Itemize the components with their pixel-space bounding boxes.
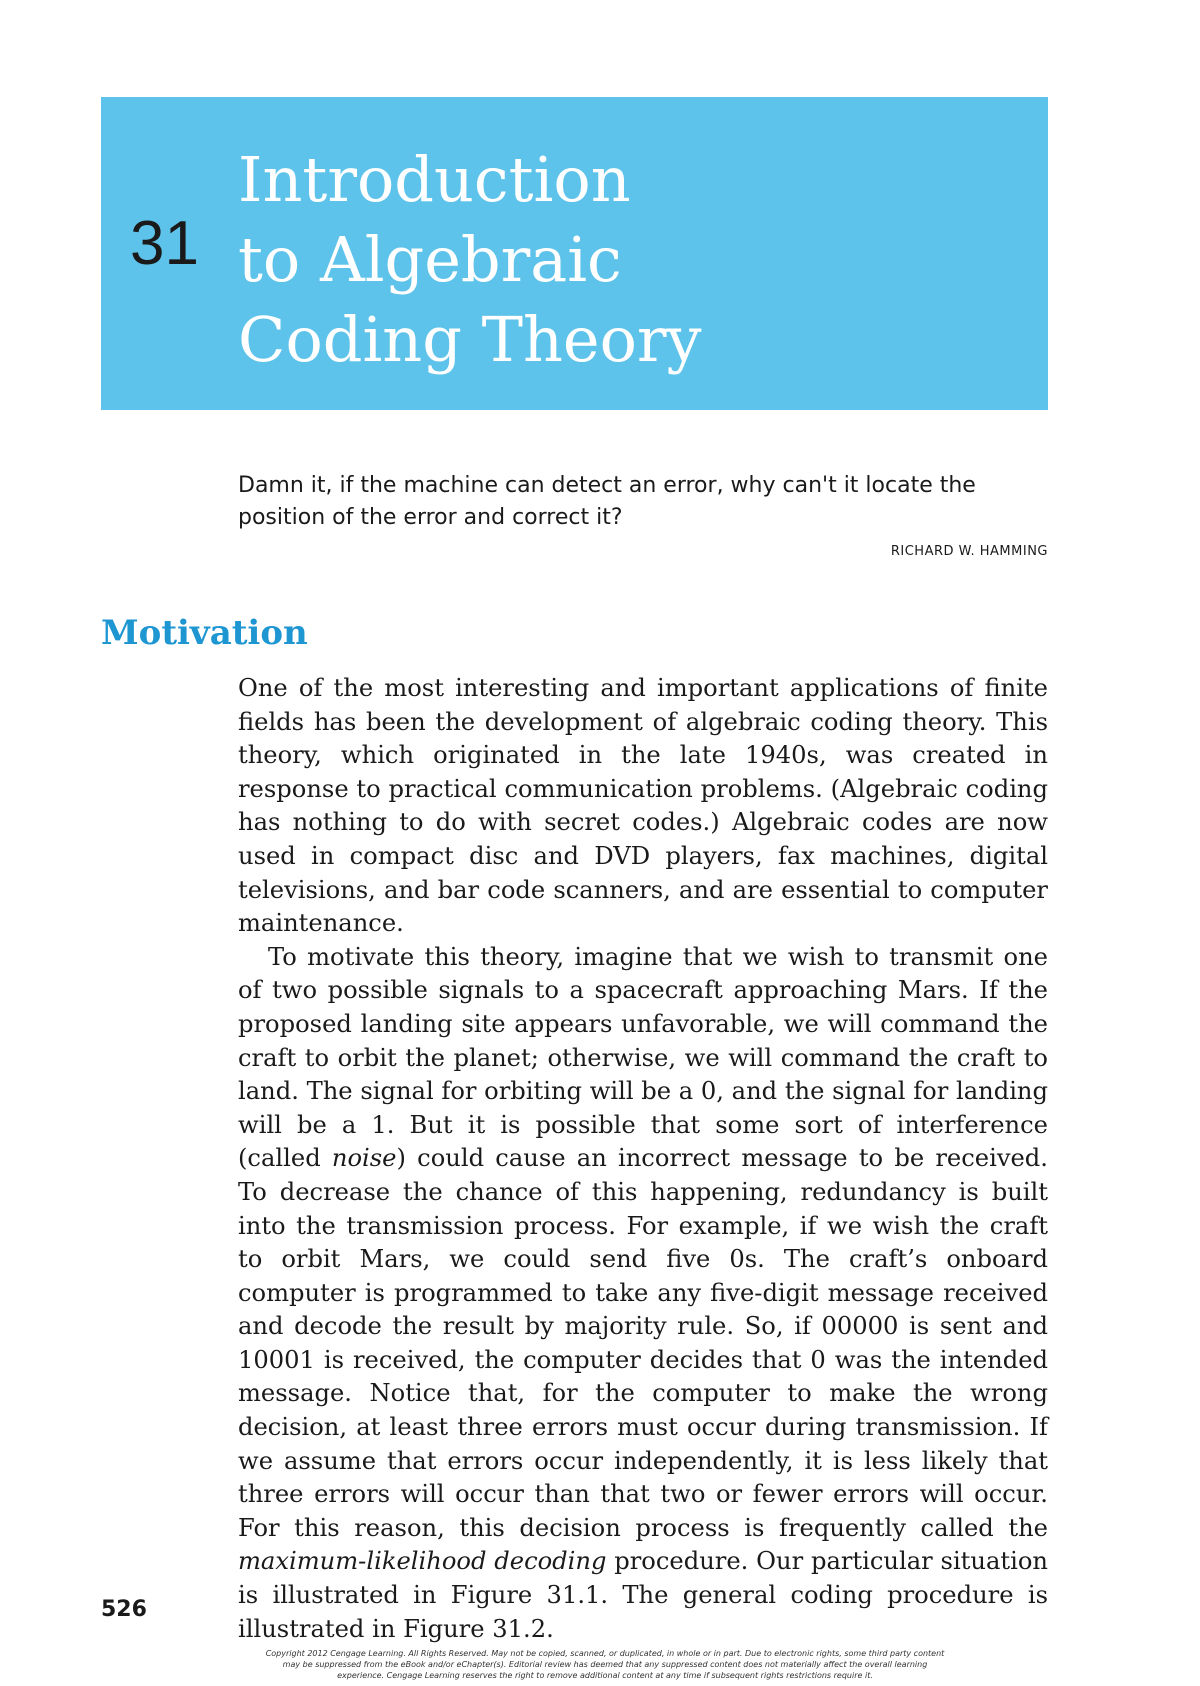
body-text <box>238 672 1048 1646</box>
epigraph-quote: Damn it, if the machine can detect an error, why can't it locate the position of the error and correct it? <box>238 473 976 530</box>
page-number: 526 <box>101 1597 147 1622</box>
emphasis: noise <box>331 1144 397 1173</box>
chapter-title <box>238 140 1018 380</box>
chapter-title-line: to Algebraic <box>238 223 622 296</box>
paragraph: One of the most interesting and important applications of finite fields has been the development of algebraic coding theory. This theory, which originated in the late 1940s, was created in response to practical communication problems. (Algebraic coding has nothing to do with secret codes.) Algebraic codes are now used in compact disc and DVD players, fax machines, digital televisions, and bar code scanners, and are essential to computer maintenance. <box>238 674 1048 938</box>
section-heading: Motivation <box>101 613 308 653</box>
paragraph: To motivate this theory, imagine that we wish to transmit one of two possible signals to a spacecraft approaching Mars. If the proposed landing site appears unfavorable, we will command the craft to orbit the planet; otherwise, we will command the craft to land. The signal for orbiting will be a 0, and the signal for landing will be a 1. But it is possible that some sort of interference (called noise) could cause an incorrect message to be received. To decrease the chance of this happening, redundancy is built into the transmission process. For example, if we wish the craft to orbit Mars, we could send five 0s. The craft’s onboard computer is programmed to take any five-digit message received and decode the result by majority rule. So, if 00000 is sent and 10001 is received, the computer decides that 0 was the intended message. Notice that, for the computer to make the wrong decision, at least three errors must occur during transmission. If we assume that errors occur independently, it is less likely that three errors will occur than that two or fewer errors will occur. For this reason, this decision process is frequently called the maximum-likelihood decoding procedure. Our particular situation is illustrated in Figure 31.1. The general coding procedure is illustrated in Figure 31.2. <box>238 942 1048 1643</box>
epigraph-author: RICHARD W. HAMMING <box>890 544 1048 559</box>
emphasis: maximum-likelihood decoding <box>238 1547 607 1576</box>
chapter-title-line: Introduction <box>238 143 631 216</box>
copyright-notice: Copyright 2012 Cengage Learning. All Rights Reserved. May not be copied, scanned, or duplicated, in whole or in part. Due to electronic rights, some third party content may be suppressed from the eBook and/or eChapter(s). Editorial review has deemed that any suppressed content does not materially affect the overall learning experience. Cengage Learning reserves the right to remove additional content at any time if subsequent rights restrictions require it. <box>265 1649 945 1680</box>
chapter-title-line: Coding Theory <box>238 303 702 376</box>
chapter-number: 31 <box>130 209 199 278</box>
